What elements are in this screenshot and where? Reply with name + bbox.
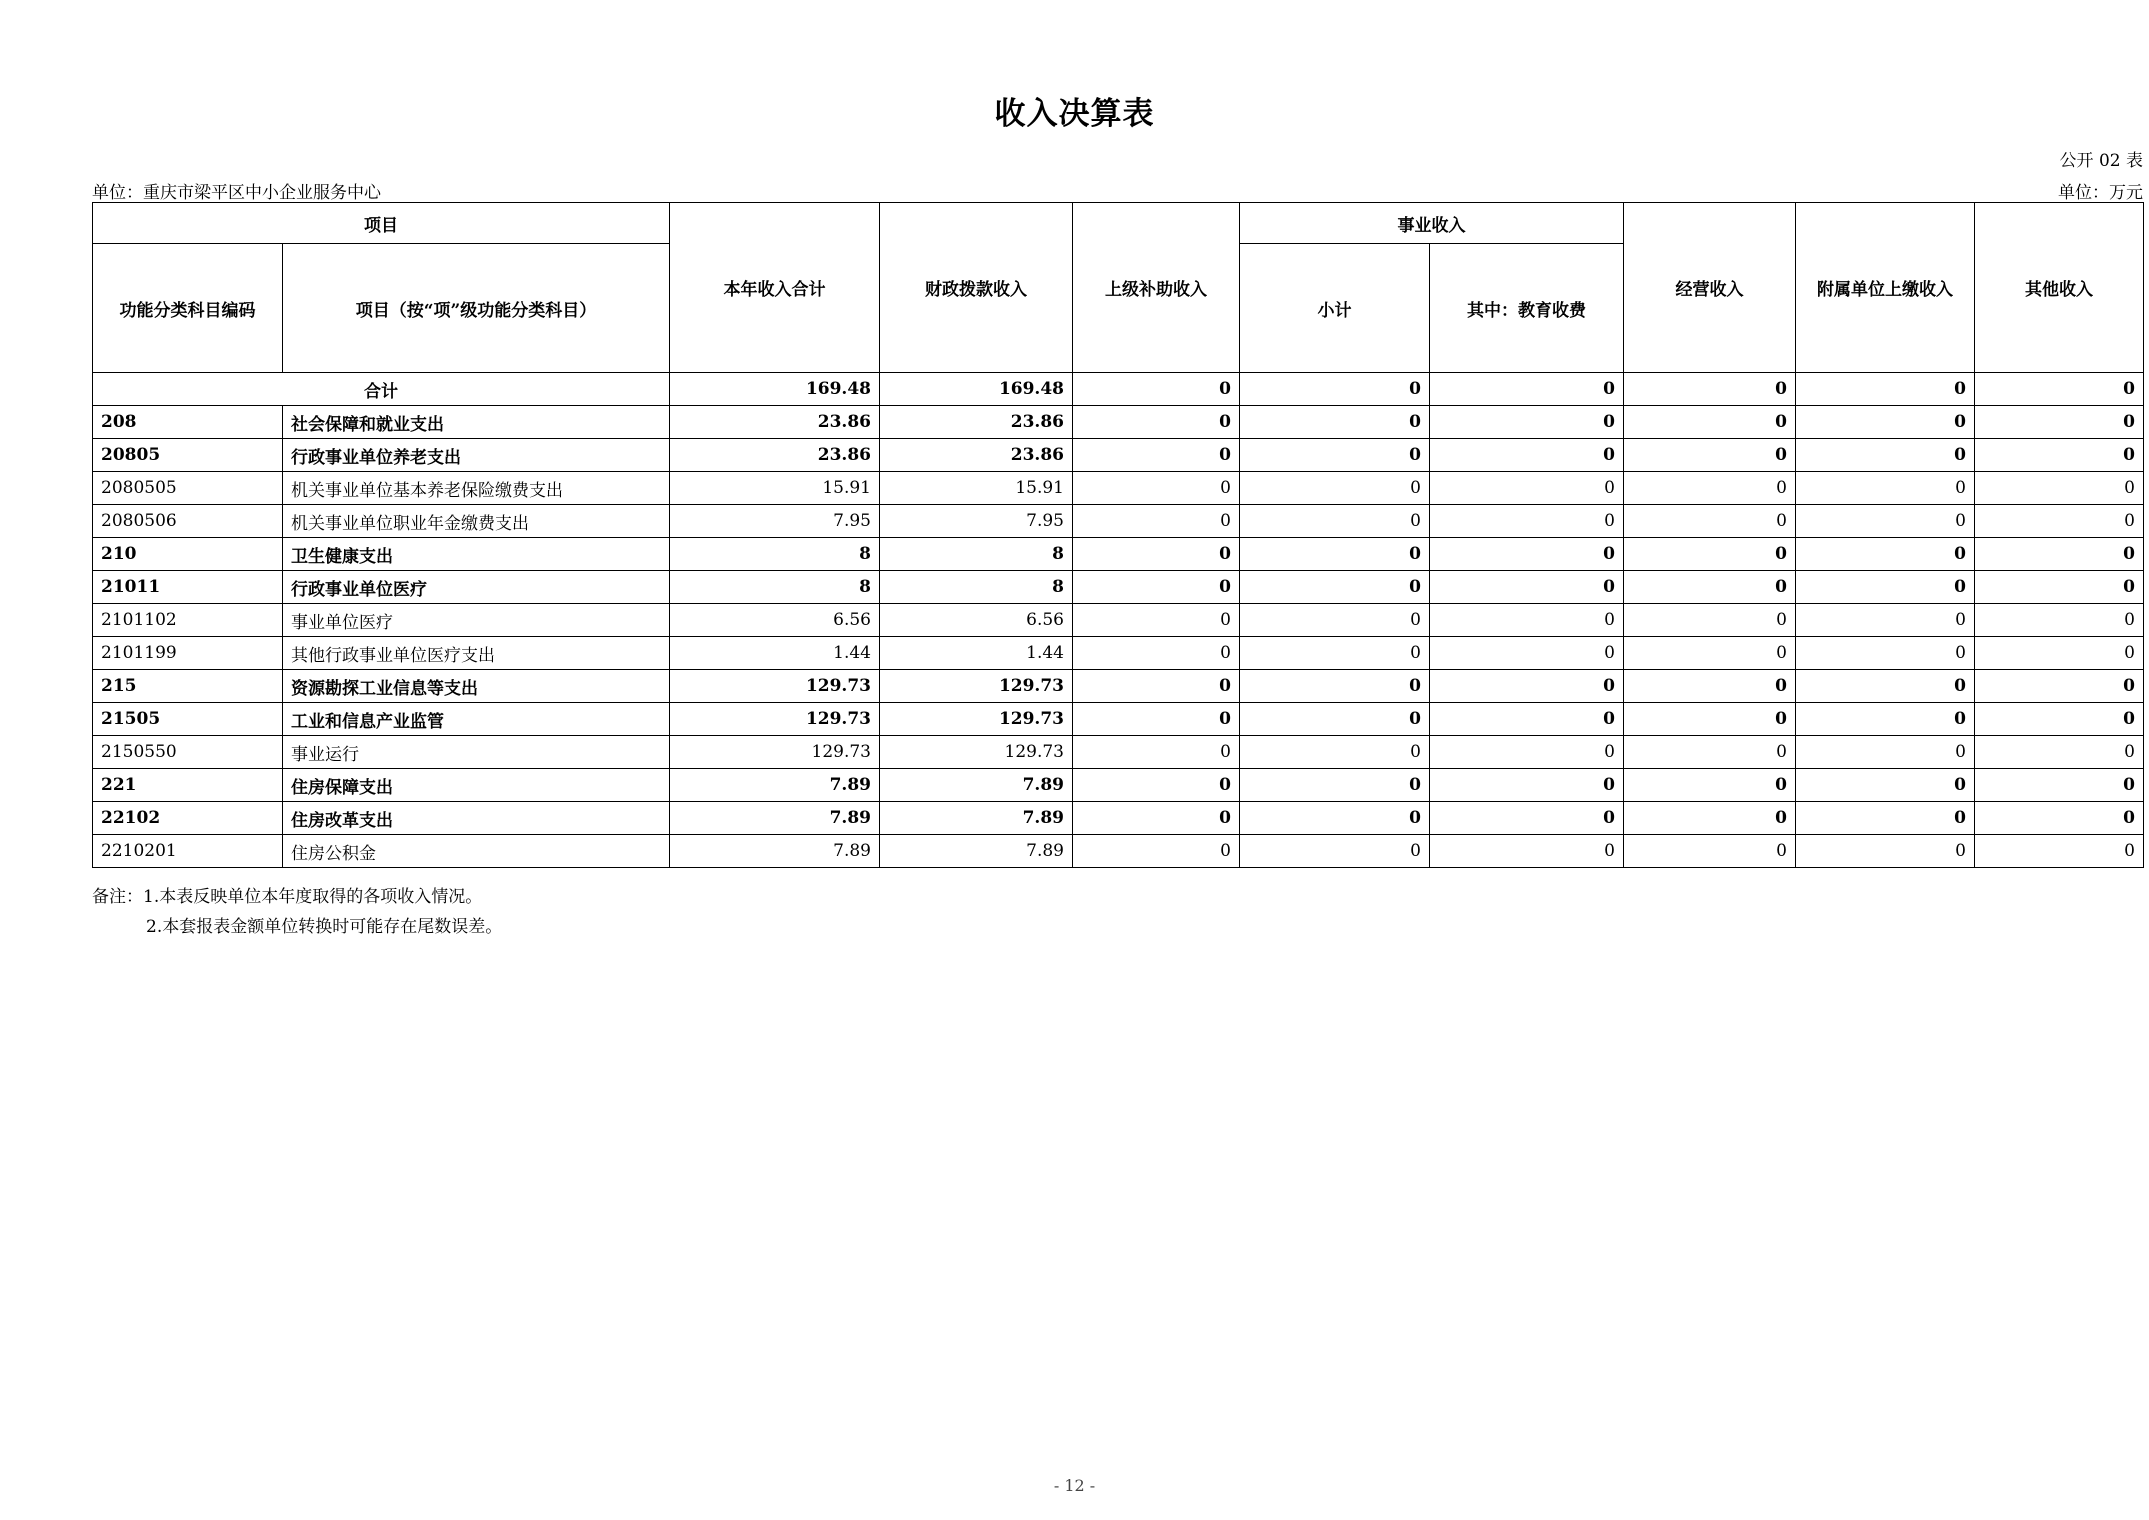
row-value-cell: 0 [1240, 835, 1430, 868]
total-cell: 169.48 [670, 373, 880, 406]
row-value-cell: 0 [1430, 670, 1624, 703]
row-value-cell: 0 [1975, 505, 2144, 538]
row-subject-name: 事业运行 [283, 736, 670, 769]
row-subject-code: 2150550 [93, 736, 283, 769]
row-value-cell: 0 [1430, 802, 1624, 835]
row-value-cell: 0 [1975, 637, 2144, 670]
header-fiscal-appropriation: 财政拨款收入 [880, 203, 1073, 373]
row-value-cell: 1.44 [670, 637, 880, 670]
form-number: 公开 02 表 [2059, 151, 2143, 171]
row-value-cell: 0 [1624, 802, 1796, 835]
row-subject-name: 社会保障和就业支出 [283, 406, 670, 439]
row-value-cell: 0 [1796, 703, 1975, 736]
row-value-cell: 0 [1240, 439, 1430, 472]
row-value-cell: 0 [1975, 538, 2144, 571]
row-value-cell: 0 [1073, 703, 1240, 736]
row-value-cell: 0 [1430, 538, 1624, 571]
row-value-cell: 0 [1796, 439, 1975, 472]
row-value-cell: 0 [1975, 571, 2144, 604]
row-value-cell: 0 [1073, 670, 1240, 703]
row-value-cell: 23.86 [670, 439, 880, 472]
row-value-cell: 7.89 [880, 835, 1073, 868]
row-value-cell: 0 [1975, 802, 2144, 835]
header-project-group: 项目 [93, 203, 670, 244]
row-value-cell: 0 [1430, 604, 1624, 637]
total-cell: 0 [1430, 373, 1624, 406]
row-value-cell: 0 [1073, 802, 1240, 835]
row-value-cell: 0 [1975, 769, 2144, 802]
row-value-cell: 0 [1975, 703, 2144, 736]
row-value-cell: 0 [1073, 406, 1240, 439]
row-value-cell: 0 [1624, 505, 1796, 538]
row-value-cell: 0 [1975, 736, 2144, 769]
row-value-cell: 0 [1240, 802, 1430, 835]
row-value-cell: 23.86 [670, 406, 880, 439]
row-value-cell: 6.56 [670, 604, 880, 637]
row-value-cell: 0 [1240, 538, 1430, 571]
row-value-cell: 0 [1796, 505, 1975, 538]
row-value-cell: 7.89 [880, 769, 1073, 802]
row-value-cell: 8 [670, 571, 880, 604]
table-row [93, 439, 2144, 472]
table-row [93, 670, 2144, 703]
row-value-cell: 0 [1796, 571, 1975, 604]
row-subject-name: 其他行政事业单位医疗支出 [283, 637, 670, 670]
row-subject-name: 事业单位医疗 [283, 604, 670, 637]
total-label: 合计 [93, 373, 670, 406]
table-body [93, 373, 2144, 868]
row-value-cell: 0 [1796, 736, 1975, 769]
row-value-cell: 129.73 [670, 670, 880, 703]
row-subject-name: 住房改革支出 [283, 802, 670, 835]
total-cell: 169.48 [880, 373, 1073, 406]
table-row [93, 571, 2144, 604]
total-row [93, 373, 2144, 406]
total-cell: 0 [1624, 373, 1796, 406]
currency-unit: 单位：万元 [2058, 183, 2143, 203]
row-value-cell: 0 [1975, 439, 2144, 472]
table-row [93, 835, 2144, 868]
total-cell: 0 [1975, 373, 2144, 406]
row-value-cell: 0 [1624, 670, 1796, 703]
row-value-cell: 7.95 [880, 505, 1073, 538]
row-value-cell: 0 [1240, 472, 1430, 505]
row-subject-name: 行政事业单位医疗 [283, 571, 670, 604]
table-row [93, 406, 2144, 439]
row-value-cell: 0 [1624, 736, 1796, 769]
row-subject-code: 2101102 [93, 604, 283, 637]
row-value-cell: 0 [1073, 769, 1240, 802]
row-value-cell: 15.91 [880, 472, 1073, 505]
page-title: 收入决算表 [994, 96, 1155, 132]
row-value-cell: 0 [1975, 835, 2144, 868]
row-value-cell: 0 [1975, 472, 2144, 505]
row-value-cell: 0 [1240, 604, 1430, 637]
row-value-cell: 0 [1240, 670, 1430, 703]
row-value-cell: 129.73 [880, 703, 1073, 736]
row-subject-code: 215 [93, 670, 283, 703]
header-total-income: 本年收入合计 [670, 203, 880, 373]
header-business-income-group: 事业收入 [1240, 203, 1624, 244]
reporting-unit: 单位：重庆市梁平区中小企业服务中心 [92, 183, 381, 203]
row-value-cell: 6.56 [880, 604, 1073, 637]
row-subject-code: 210 [93, 538, 283, 571]
row-value-cell: 0 [1430, 505, 1624, 538]
row-value-cell: 0 [1430, 472, 1624, 505]
row-value-cell: 0 [1796, 769, 1975, 802]
row-value-cell: 0 [1240, 637, 1430, 670]
row-value-cell: 0 [1975, 670, 2144, 703]
total-cell: 0 [1796, 373, 1975, 406]
row-value-cell: 0 [1430, 835, 1624, 868]
table-row [93, 505, 2144, 538]
row-value-cell: 0 [1796, 472, 1975, 505]
row-value-cell: 0 [1240, 505, 1430, 538]
row-value-cell: 0 [1240, 703, 1430, 736]
header-superior-subsidy: 上级补助收入 [1073, 203, 1240, 373]
row-subject-code: 208 [93, 406, 283, 439]
row-subject-name: 住房公积金 [283, 835, 670, 868]
row-value-cell: 0 [1430, 439, 1624, 472]
row-value-cell: 0 [1796, 538, 1975, 571]
row-value-cell: 0 [1240, 769, 1430, 802]
row-value-cell: 0 [1240, 571, 1430, 604]
row-value-cell: 0 [1624, 472, 1796, 505]
header-subject-name: 项目（按“项”级功能分类科目） [283, 244, 670, 373]
row-value-cell: 0 [1430, 406, 1624, 439]
row-value-cell: 8 [880, 538, 1073, 571]
row-value-cell: 7.89 [880, 802, 1073, 835]
header-subject-code: 功能分类科目编码 [93, 244, 283, 373]
row-value-cell: 0 [1430, 736, 1624, 769]
row-value-cell: 15.91 [670, 472, 880, 505]
table-row [93, 802, 2144, 835]
row-value-cell: 0 [1430, 769, 1624, 802]
row-subject-code: 2080505 [93, 472, 283, 505]
table-row [93, 703, 2144, 736]
row-value-cell: 0 [1796, 802, 1975, 835]
row-value-cell: 0 [1796, 604, 1975, 637]
row-value-cell: 8 [670, 538, 880, 571]
header-business-subtotal: 小计 [1240, 244, 1430, 373]
row-value-cell: 0 [1073, 505, 1240, 538]
row-subject-code: 221 [93, 769, 283, 802]
row-subject-name: 住房保障支出 [283, 769, 670, 802]
row-value-cell: 0 [1073, 637, 1240, 670]
row-value-cell: 0 [1240, 406, 1430, 439]
row-value-cell: 7.89 [670, 835, 880, 868]
header-education-fee: 其中：教育收费 [1430, 244, 1624, 373]
row-subject-name: 资源勘探工业信息等支出 [283, 670, 670, 703]
row-subject-name: 机关事业单位基本养老保险缴费支出 [283, 472, 670, 505]
row-subject-code: 22102 [93, 802, 283, 835]
row-value-cell: 0 [1073, 604, 1240, 637]
row-value-cell: 0 [1624, 538, 1796, 571]
row-subject-code: 20805 [93, 439, 283, 472]
row-value-cell: 0 [1073, 472, 1240, 505]
row-subject-name: 机关事业单位职业年金缴费支出 [283, 505, 670, 538]
row-value-cell: 129.73 [670, 703, 880, 736]
row-value-cell: 129.73 [880, 670, 1073, 703]
row-value-cell: 0 [1624, 406, 1796, 439]
unit-info-row [92, 178, 2143, 202]
row-value-cell: 0 [1430, 637, 1624, 670]
row-value-cell: 23.86 [880, 406, 1073, 439]
row-value-cell: 0 [1624, 571, 1796, 604]
table-row [93, 736, 2144, 769]
row-value-cell: 0 [1073, 571, 1240, 604]
row-value-cell: 0 [1073, 835, 1240, 868]
row-value-cell: 0 [1624, 604, 1796, 637]
row-value-cell: 7.89 [670, 769, 880, 802]
row-subject-name: 行政事业单位养老支出 [283, 439, 670, 472]
row-value-cell: 7.89 [670, 802, 880, 835]
table-row [93, 472, 2144, 505]
row-value-cell: 0 [1624, 703, 1796, 736]
table-row [93, 538, 2144, 571]
row-value-cell: 0 [1073, 736, 1240, 769]
row-value-cell: 0 [1796, 406, 1975, 439]
row-value-cell: 129.73 [880, 736, 1073, 769]
row-value-cell: 0 [1796, 670, 1975, 703]
notes [92, 882, 502, 942]
row-subject-code: 2101199 [93, 637, 283, 670]
income-final-accounts-table [92, 202, 2144, 868]
row-subject-code: 2210201 [93, 835, 283, 868]
row-value-cell: 0 [1624, 439, 1796, 472]
row-value-cell: 0 [1975, 406, 2144, 439]
header-operating-income: 经营收入 [1624, 203, 1796, 373]
row-value-cell: 0 [1430, 571, 1624, 604]
page-number: - 12 - [1053, 1476, 1096, 1495]
row-subject-name: 工业和信息产业监管 [283, 703, 670, 736]
row-subject-code: 21011 [93, 571, 283, 604]
total-cell: 0 [1073, 373, 1240, 406]
row-value-cell: 7.95 [670, 505, 880, 538]
row-value-cell: 8 [880, 571, 1073, 604]
row-value-cell: 23.86 [880, 439, 1073, 472]
row-value-cell: 0 [1975, 604, 2144, 637]
total-cell: 0 [1240, 373, 1430, 406]
row-value-cell: 1.44 [880, 637, 1073, 670]
row-subject-name: 卫生健康支出 [283, 538, 670, 571]
row-value-cell: 0 [1240, 736, 1430, 769]
row-value-cell: 0 [1624, 769, 1796, 802]
row-value-cell: 0 [1624, 637, 1796, 670]
row-value-cell: 0 [1430, 703, 1624, 736]
note-1: 备注：1.本表反映单位本年度取得的各项收入情况。 [92, 887, 483, 907]
row-value-cell: 0 [1796, 637, 1975, 670]
table-row [93, 637, 2144, 670]
header-affiliated-income: 附属单位上缴收入 [1796, 203, 1975, 373]
header-other-income: 其他收入 [1975, 203, 2144, 373]
row-value-cell: 129.73 [670, 736, 880, 769]
row-subject-code: 2080506 [93, 505, 283, 538]
row-subject-code: 21505 [93, 703, 283, 736]
row-value-cell: 0 [1073, 538, 1240, 571]
table-row [93, 604, 2144, 637]
note-2: 2.本套报表金额单位转换时可能存在尾数误差。 [146, 917, 503, 937]
row-value-cell: 0 [1796, 835, 1975, 868]
row-value-cell: 0 [1624, 835, 1796, 868]
row-value-cell: 0 [1073, 439, 1240, 472]
table-row [93, 769, 2144, 802]
